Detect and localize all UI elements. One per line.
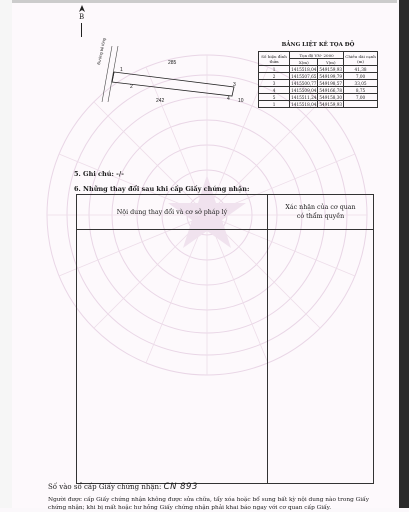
header-system: Tọa độ VN- 2000 xyxy=(290,52,344,59)
cell-length xyxy=(344,101,378,108)
cell-x: 1415518,04 xyxy=(291,66,317,72)
road-label: Đường bê tông xyxy=(96,37,107,66)
certificate-page xyxy=(12,0,397,511)
changes-header-confirmation xyxy=(268,195,374,230)
cell-x: 1415509,04 xyxy=(291,87,317,93)
changes-confirmation-cell xyxy=(268,230,374,484)
coordinate-table xyxy=(258,42,378,108)
cell-length: 41,38 xyxy=(344,66,378,73)
parcel-outline xyxy=(94,42,254,118)
cell-length: 7,00 xyxy=(344,73,378,80)
cell-point: 4 xyxy=(259,87,290,94)
cell-x: 1415507,65 xyxy=(291,73,317,79)
coordinate-table-title: BẢNG LIỆT KÊ TỌA ĐỘ xyxy=(281,42,355,48)
table-row xyxy=(259,73,378,80)
page-edge-top xyxy=(12,0,397,3)
header-point: Số hiệu đỉnh thửa xyxy=(259,52,290,66)
changes-header-content: Nội dung thay đổi và cơ sở pháp lý xyxy=(77,195,268,230)
confirmation-line-1: Xác nhận của cơ quan xyxy=(285,204,356,211)
point-label-3: 3 xyxy=(233,82,236,88)
cell-length: 33,05 xyxy=(344,80,378,87)
footer-warning: Người được cấp Giấy chứng nhận không được sửa chữa, tẩy xóa hoặc bổ sung bất kỳ nội dung nào trong Giấy chứng nhận; khi bị mất hoặc hư hỏng Giấy chứng nhận phải khai báo ngay với cơ quan cấp Giấy. xyxy=(48,497,369,511)
cell-point: 1 xyxy=(259,66,290,73)
header-y: Y(m) xyxy=(318,59,344,66)
point-label-2: 2 xyxy=(130,84,133,90)
certificate-register xyxy=(48,482,198,492)
cell-length: 8,75 xyxy=(344,87,378,94)
confirmation-line-2: có thẩm quyền xyxy=(296,213,345,220)
page-edge-right xyxy=(399,0,409,508)
edge-label-bottom: 242 xyxy=(156,98,165,104)
cell-y: 549199,79 xyxy=(319,73,343,79)
cell-point: 1 xyxy=(259,101,290,108)
cert-register-number: CN 893 xyxy=(163,482,198,492)
cell-y: 549166,78 xyxy=(319,87,343,93)
cell-y: 549158,30 xyxy=(319,94,343,100)
page-edge-left xyxy=(0,0,12,508)
cell-point: 3 xyxy=(259,80,290,87)
point-label-1: 1 xyxy=(120,67,123,73)
cell-point: 2 xyxy=(259,73,290,80)
note-section: 5. Ghi chú: -/- xyxy=(74,170,124,178)
arrow-up-icon xyxy=(78,5,86,13)
cell-x: 1415511,24 xyxy=(291,94,317,100)
header-length: Chiều dài cạnh (m) xyxy=(345,53,376,64)
edge-label-right: 10 xyxy=(238,98,244,104)
table-row xyxy=(259,80,378,87)
changes-heading: 6. Những thay đổi sau khi cấp Giấy chứng nhận: xyxy=(74,185,250,193)
cell-point: 5 xyxy=(259,94,290,101)
table-row xyxy=(259,87,378,94)
cell-length: 7,00 xyxy=(344,94,378,101)
edge-label-top: 285 xyxy=(168,60,177,66)
point-label-4: 4 xyxy=(227,96,230,102)
cell-x: 1415518,04 xyxy=(291,101,317,107)
table-row xyxy=(259,101,378,108)
cell-x: 1415500,77 xyxy=(291,80,317,86)
north-label: B xyxy=(79,13,85,21)
changes-content-cell xyxy=(77,230,268,484)
cell-y: 549159,93 xyxy=(319,101,343,107)
changes-table xyxy=(76,194,374,484)
table-row xyxy=(259,66,378,73)
parcel-sketch xyxy=(94,37,254,118)
cert-register-label: Số vào sổ cấp Giấy chứng nhận: xyxy=(48,483,162,491)
table-row xyxy=(259,94,378,101)
cell-y: 549159,93 xyxy=(319,66,343,72)
cell-y: 549198,57 xyxy=(319,80,343,86)
header-x: X(m) xyxy=(290,59,318,66)
